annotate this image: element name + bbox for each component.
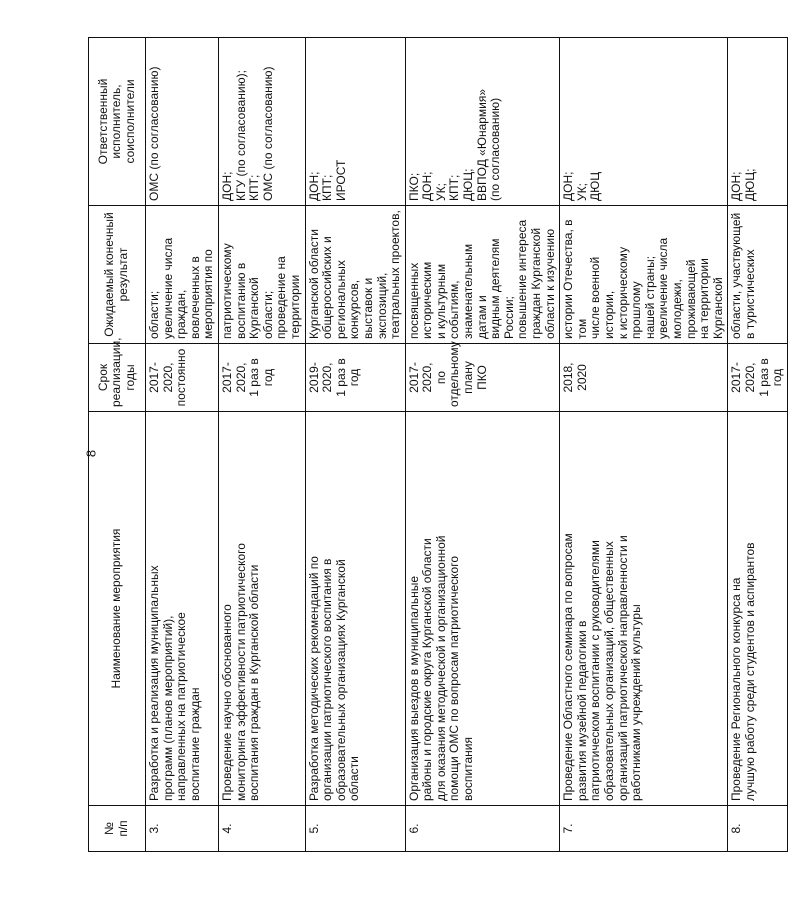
row-responsible: ДОН; КПТ; ИРОСТ	[305, 38, 405, 206]
header-num: № п/п	[89, 806, 146, 852]
row-num: 4.	[218, 806, 305, 852]
row-name: Проведение Областного семинара по вопросам развития музейной педагогики в патриотическом воспитании с руководителями образовательных организаций, общественных организаций патриотической направленности и работниками учреждений культуры	[560, 412, 728, 806]
header-term: Срок реализации, годы	[89, 344, 146, 412]
header-result: Ожидаемый конечный результат	[89, 206, 146, 344]
row-num: 8.	[728, 806, 787, 852]
header-responsible: Ответственный исполнитель, соисполнители	[89, 38, 146, 206]
row-term: 2017-2020, 1 раз в год	[728, 344, 787, 412]
table-row	[218, 38, 305, 852]
rotated-table	[88, 38, 785, 852]
row-num: 5.	[305, 806, 405, 852]
page-number: 8	[83, 449, 99, 458]
header-name: Наименование мероприятия	[89, 412, 146, 806]
row-result: патриотическому воспитанию в Курганской области; проведение на территории	[218, 206, 305, 344]
table-row	[728, 38, 787, 852]
row-result: области; увеличение числа граждан, вовлеченных в мероприятия по	[146, 206, 219, 344]
activities-table	[88, 37, 788, 852]
row-responsible: ДОН; УК; ДЮЦ	[560, 38, 728, 206]
row-name: Проведение научно обоснованного мониторинга эффективности патриотического воспитания граждан в Курганской области	[218, 412, 305, 806]
table-container	[88, 38, 785, 852]
row-term: 2017-2020, 1 раз в год	[218, 344, 305, 412]
row-num: 7.	[560, 806, 728, 852]
row-name: Разработка и реализация муниципальных программ (планов мероприятий), направленных на патриотическое воспитание граждан	[146, 412, 219, 806]
row-num: 6.	[405, 806, 560, 852]
row-responsible: ОМС (по согласованию)	[146, 38, 219, 206]
table-header-row	[89, 38, 146, 852]
table-row	[560, 38, 728, 852]
row-responsible: ДОН; КГУ (по согласованию); КПТ; ОМС (по согласованию)	[218, 38, 305, 206]
row-term: 2017-2020, постоянно	[146, 344, 219, 412]
row-result: Курганской области общероссийских и региональных конкурсов, выставок и экспозиций, театральных проектов,	[305, 206, 405, 344]
row-name: Организация выездов в муниципальные районы и городские округа Курганской области для оказания методической и организационной помощи ОМС по вопросам патриотического воспитания	[405, 412, 560, 806]
row-result: посвященных историческим и культурным событиям, знаменательным датам и видным деятелям России; повышение интереса граждан Курганской области к изучению	[405, 206, 560, 344]
row-responsible: ПКО; ДОН; УК; КПТ; ДЮЦ; ВВПОД «Юнармия» (по согласованию)	[405, 38, 560, 206]
table-row	[305, 38, 405, 852]
row-num: 3.	[146, 806, 219, 852]
row-responsible: ДОН; ДЮЦ;	[728, 38, 787, 206]
row-result: истории Отечества, в том числе военной истории, к историческому прошлому нашей страны; увеличение числа молодежи, проживающей на территории Курганской	[560, 206, 728, 344]
table-row	[146, 38, 219, 852]
row-name: Разработка методических рекомендаций по организации патриотического воспитания в образовательных организациях Курганской области	[305, 412, 405, 806]
row-term: 2018, 2020	[560, 344, 728, 412]
row-result: области, участвующей в туристических	[728, 206, 787, 344]
table-row	[405, 38, 560, 852]
row-term: 2019-2020, 1 раз в год	[305, 344, 405, 412]
row-name: Проведение Регионального конкурса на лучшую работу среди студентов и аспирантов	[728, 412, 787, 806]
row-term: 2017-2020, по отдельному плану ПКО	[405, 344, 560, 412]
